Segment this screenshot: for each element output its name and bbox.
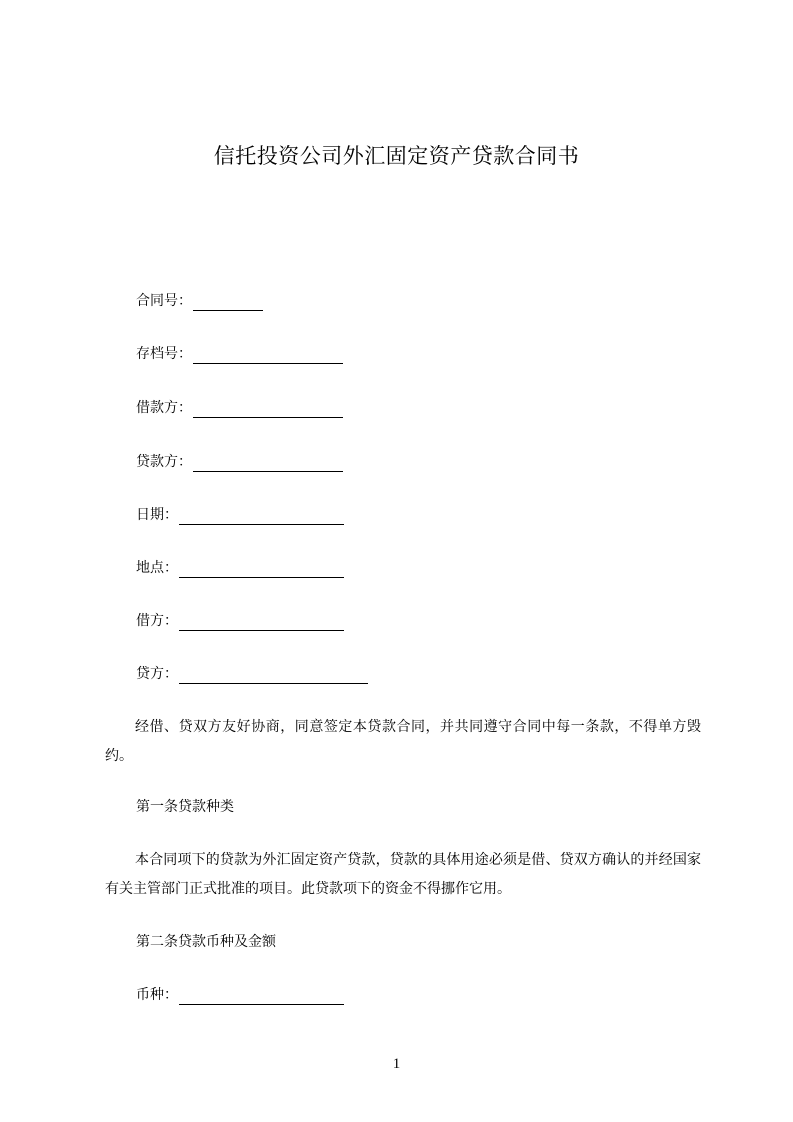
blank-line[interactable]	[193, 347, 343, 364]
field-label: 币种：	[136, 987, 178, 1003]
document-title: 信托投资公司外汇固定资产贷款合同书	[213, 144, 580, 168]
blank-line[interactable]	[179, 988, 344, 1005]
field-label: 借款方：	[136, 400, 192, 416]
field-label: 地点：	[136, 560, 178, 576]
article-2-heading: 第二条贷款币种及金额	[136, 934, 276, 950]
field-borrower	[136, 398, 343, 418]
field-contract-no	[136, 291, 263, 311]
field-archive-no	[136, 344, 343, 364]
field-credit	[136, 664, 368, 684]
blank-line[interactable]	[193, 455, 343, 472]
field-currency	[136, 985, 344, 1005]
field-lender	[136, 452, 343, 472]
field-label: 贷款方：	[136, 454, 192, 470]
article-1-heading: 第一条贷款种类	[136, 799, 234, 815]
blank-line[interactable]	[193, 401, 343, 418]
blank-line[interactable]	[193, 294, 263, 311]
intro-paragraph: 经借、贷双方友好协商，同意签定本贷款合同，并共同遵守合同中每一条款，不得单方毁约。	[105, 719, 701, 764]
blank-line[interactable]	[179, 508, 344, 525]
blank-line[interactable]	[179, 667, 368, 684]
field-place	[136, 558, 344, 578]
field-label: 贷方：	[136, 666, 178, 682]
field-date	[136, 505, 344, 525]
page-number: 1	[392, 1056, 401, 1072]
article-1-body: 本合同项下的贷款为外汇固定资产贷款，贷款的具体用途必须是借、贷双方确认的并经国家有关主管部门正式批准的项目。此贷款项下的资金不得挪作它用。	[105, 852, 701, 897]
blank-line[interactable]	[179, 614, 344, 631]
field-label: 合同号：	[136, 293, 192, 309]
field-label: 借方：	[136, 613, 178, 629]
field-label: 存档号：	[136, 346, 192, 362]
blank-line[interactable]	[179, 561, 344, 578]
field-debit	[136, 611, 344, 631]
field-label: 日期：	[136, 507, 178, 523]
